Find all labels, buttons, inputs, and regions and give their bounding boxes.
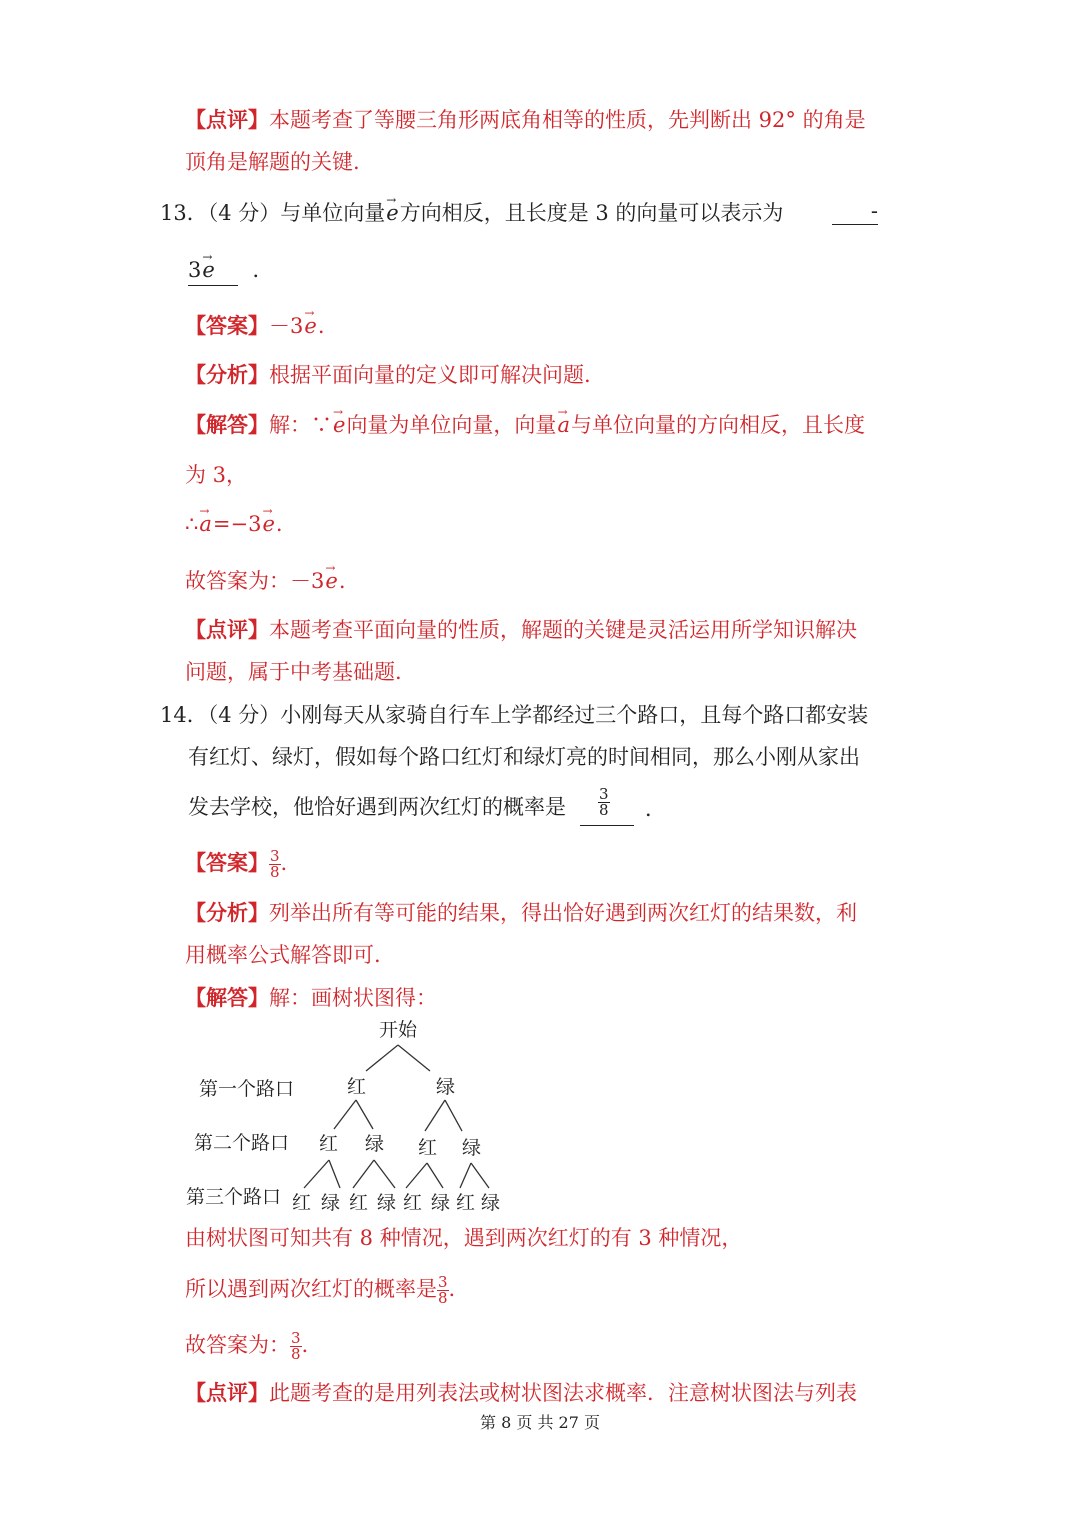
vector-e: e → xyxy=(332,410,346,440)
period: ． xyxy=(645,797,666,821)
question-text: 小刚每天从家骑自行车上学都经过三个路口，且每个路口都安装 xyxy=(280,703,869,727)
solution-text: 为 3， xyxy=(185,463,248,487)
tree-node-green: 绿 xyxy=(436,1076,456,1098)
tree-branch xyxy=(334,1100,356,1129)
tree-branch xyxy=(329,1160,340,1188)
tree-branch xyxy=(445,1100,462,1131)
tree-node-green: 绿 xyxy=(365,1133,385,1155)
vector-a: a → xyxy=(556,410,571,440)
tree-branch xyxy=(304,1160,329,1188)
tree-node-green: 绿 xyxy=(321,1192,341,1214)
answer-tag: 【答案】 xyxy=(185,313,269,338)
vector-a: a → xyxy=(198,509,213,539)
blank-text: 3 xyxy=(188,258,202,282)
tree-node-red: 红 xyxy=(403,1192,423,1214)
period: ． xyxy=(252,258,274,282)
tree-branch xyxy=(356,1100,373,1129)
analysis-text: 根据平面向量的定义即可解决问题. xyxy=(269,363,591,387)
analysis-tag: 【分析】 xyxy=(185,900,269,925)
fraction-denominator: 8 xyxy=(438,1289,448,1307)
tree-node-red: 红 xyxy=(418,1137,438,1159)
question-text: 发去学校，他恰好遇到两次红灯的概率是 xyxy=(188,795,566,819)
question-text: 方向相反，且长度是 3 的向量可以表示为 xyxy=(399,201,784,225)
result-14-line1 xyxy=(185,1223,742,1253)
tree-branch xyxy=(398,1045,430,1071)
result-text: 由树状图可知共有 8 种情况，遇到两次红灯的有 3 种情况， xyxy=(185,1226,743,1250)
comment-text: 本题考查平面向量的性质，解题的关键是灵活运用所学知识解决 xyxy=(269,618,857,642)
analysis-tag: 【分析】 xyxy=(185,362,269,387)
solution-tag: 【解答】 xyxy=(185,412,269,437)
comment-tag: 【点评】 xyxy=(185,617,269,642)
fraction xyxy=(437,1275,449,1306)
vector-e: e → xyxy=(303,311,317,341)
question-text: 与单位向量 xyxy=(280,201,386,225)
solution-text: 与单位向量的方向相反，且长度 xyxy=(570,413,865,437)
analysis-text: 用概率公式解答即可. xyxy=(185,943,381,967)
result-14-line2 xyxy=(185,1274,455,1306)
tree-node-red: 红 xyxy=(349,1192,369,1214)
final-value: －3 xyxy=(290,569,325,593)
answer-tag: 【答案】 xyxy=(185,850,269,875)
tree-node-red: 红 xyxy=(292,1192,312,1214)
comment-tag: 【点评】 xyxy=(185,107,269,132)
final-answer-14 xyxy=(185,1330,308,1362)
comment-text: 顶角是解题的关键. xyxy=(185,150,360,174)
vector-e: e → xyxy=(385,198,399,228)
tree-branch xyxy=(425,1100,445,1131)
tree-node-green: 绿 xyxy=(462,1137,482,1159)
vector-e: e → xyxy=(261,509,275,539)
question-score: （4 分） xyxy=(207,703,281,727)
tree-branch xyxy=(366,1045,398,1071)
fraction-denominator: 8 xyxy=(291,1345,301,1363)
tree-level-label: 第二个路口 xyxy=(194,1132,290,1154)
fraction-numerator: 3 xyxy=(270,847,280,865)
fraction xyxy=(290,1331,302,1362)
period: . xyxy=(280,851,288,875)
tree-branch xyxy=(406,1163,427,1188)
tree-node-red: 红 xyxy=(347,1076,367,1098)
question-score: （4 分） xyxy=(207,201,281,225)
comment-text: 问题，属于中考基础题. xyxy=(185,660,402,684)
fraction-numerator: 3 xyxy=(599,785,609,803)
comment-text: 此题考查的是用列表法或树状图法求概率．注意树状图法与列表 xyxy=(269,1381,857,1405)
final-label: 故答案为： xyxy=(185,1333,290,1357)
comment-14-line1 xyxy=(185,1378,857,1408)
tree-root: 开始 xyxy=(379,1019,418,1041)
tree-node-red: 红 xyxy=(456,1192,476,1214)
period: . xyxy=(275,512,283,536)
tree-node-green: 绿 xyxy=(481,1192,501,1214)
vector-e: e → xyxy=(324,566,338,596)
tree-level-label: 第一个路口 xyxy=(199,1078,295,1100)
page-footer: 第 8 页 共 27 页 xyxy=(480,1413,600,1432)
final-label: 故答案为： xyxy=(185,569,290,593)
tree-branch xyxy=(427,1163,443,1188)
vector-e: e → xyxy=(201,255,215,285)
fraction-denominator: 8 xyxy=(599,801,609,819)
period: . xyxy=(448,1277,456,1301)
fraction-denominator: 8 xyxy=(270,863,280,881)
tree-branch xyxy=(460,1163,471,1188)
therefore-symbol: ∴ xyxy=(185,512,199,536)
period: . xyxy=(317,314,325,338)
comment-text: 本题考查了等腰三角形两底角相等的性质，先判断出 92° 的角是 xyxy=(269,108,866,132)
tree-node-red: 红 xyxy=(319,1133,339,1155)
tree-node-green: 绿 xyxy=(431,1192,451,1214)
analysis-text: 列举出所有等可能的结果，得出恰好遇到两次红灯的结果数，利 xyxy=(269,901,857,925)
tree-level-label: 第三个路口 xyxy=(186,1186,282,1208)
tree-node-green: 绿 xyxy=(377,1192,397,1214)
solution-text: 解：∵ xyxy=(269,413,332,437)
equation-text: =−3 xyxy=(212,512,262,536)
blank-text: - xyxy=(870,199,878,223)
fraction-numerator: 3 xyxy=(291,1329,301,1347)
result-text: 所以遇到两次红灯的概率是 xyxy=(185,1277,437,1301)
question-number: 13． xyxy=(160,201,208,225)
solution-text: 解：画树状图得： xyxy=(269,986,437,1010)
tree-branch xyxy=(353,1160,374,1188)
answer-text: －3 xyxy=(269,314,304,338)
tree-branch xyxy=(374,1160,395,1188)
question-text: 有红灯、绿灯，假如每个路口红灯和绿灯亮的时间相同，那么小刚从家出 xyxy=(188,745,860,769)
solution-tag: 【解答】 xyxy=(185,985,269,1010)
tree-branch xyxy=(471,1163,489,1188)
question-number: 14． xyxy=(160,703,208,727)
comment-tag: 【点评】 xyxy=(185,1380,269,1405)
solution-text: 向量为单位向量，向量 xyxy=(346,413,557,437)
period: . xyxy=(338,569,346,593)
fraction-numerator: 3 xyxy=(438,1273,448,1291)
period: . xyxy=(301,1333,309,1357)
